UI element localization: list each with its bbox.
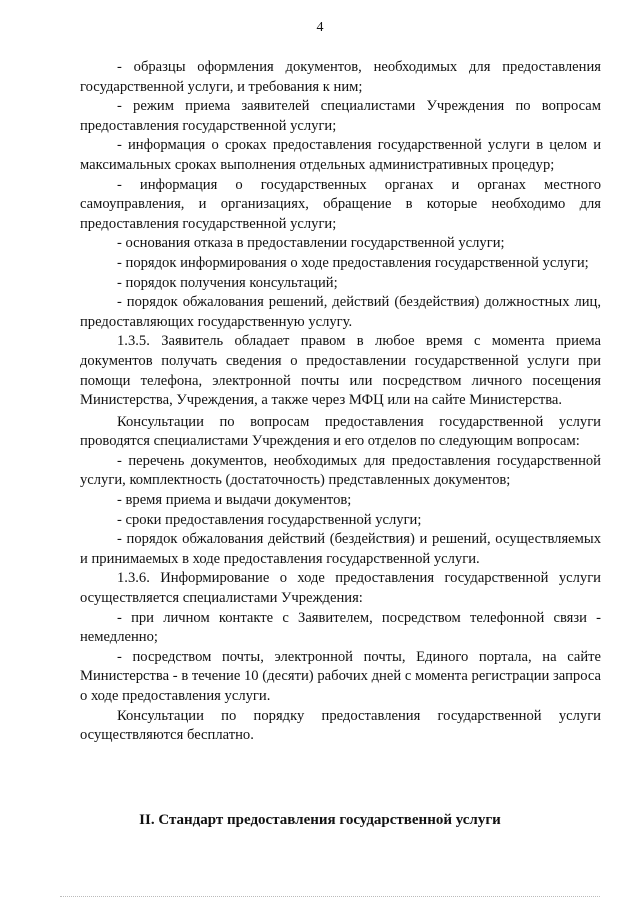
body-text	[80, 58, 601, 746]
paragraph: - сроки предоставления государственной услуги;	[117, 511, 422, 528]
paragraph: - основания отказа в предоставлении государственной услуги;	[117, 235, 505, 252]
paragraph: - режим приема заявителей специалистами Учреждения по вопросам предоставления государственной услуги;	[80, 98, 601, 134]
paragraph: - перечень документов, необходимых для предоставления государственной услуги, комплектность (достаточность) представленных документов;	[80, 452, 601, 489]
paragraph: Консультации по вопросам предоставления государственной услуги проводятся специалистами Учреждения и его отделов по следующим вопросам:	[80, 413, 601, 450]
paragraph: - при личном контакте с Заявителем, посредством телефонной связи - немедленно;	[80, 609, 601, 646]
paragraph: - порядок обжалования действий (бездействия) и решений, осуществляемых и принимаемых в ходе предоставления государственной услуги.	[80, 531, 601, 567]
paragraph: - информация о государственных органах и органах местного самоуправления, и организациях, обращение в которые необходимо для предоставления государственной услуги;	[80, 176, 601, 232]
paragraph: - посредством почты, электронной почты, Единого портала, на сайте Министерства - в течение 10 (десяти) рабочих дней с момента регистрации запроса о ходе предоставления услуги.	[80, 648, 601, 704]
paragraph: - порядок информирования о ходе предоставления государственной услуги;	[117, 254, 589, 271]
paragraph: - образцы оформления документов, необходимых для предоставления государственной услуги, и требования к ним;	[80, 59, 601, 95]
page-number: 4	[316, 20, 324, 35]
paragraph: 1.3.6. Информирование о ходе предоставления государственной услуги осуществляется специалистами Учреждения:	[80, 570, 601, 607]
paragraph: - информация о сроках предоставления государственной услуги в целом и максимальных сроках выполнения отдельных административных процедур;	[80, 137, 601, 173]
paragraph: - порядок получения консультаций;	[117, 274, 338, 291]
page-bottom-edge	[60, 896, 600, 897]
paragraph: Консультации по порядку предоставления государственной услуги осуществляются бесплатно.	[80, 707, 601, 744]
paragraph: - порядок обжалования решений, действий (бездействия) должностных лиц, предоставляющих государственную услугу.	[80, 294, 601, 330]
paragraph: 1.3.5. Заявитель обладает правом в любое время с момента приема документов получать сведения о предоставлении государственной услуги при помощи телефона, электронной почты или посредством личного посещения Министерства, Учреждения, а также через МФЦ или на сайте Министерства.	[80, 333, 601, 409]
paragraph: - время приема и выдачи документов;	[117, 492, 352, 509]
section-title: II. Стандарт предоставления государственной услуги	[139, 812, 501, 828]
